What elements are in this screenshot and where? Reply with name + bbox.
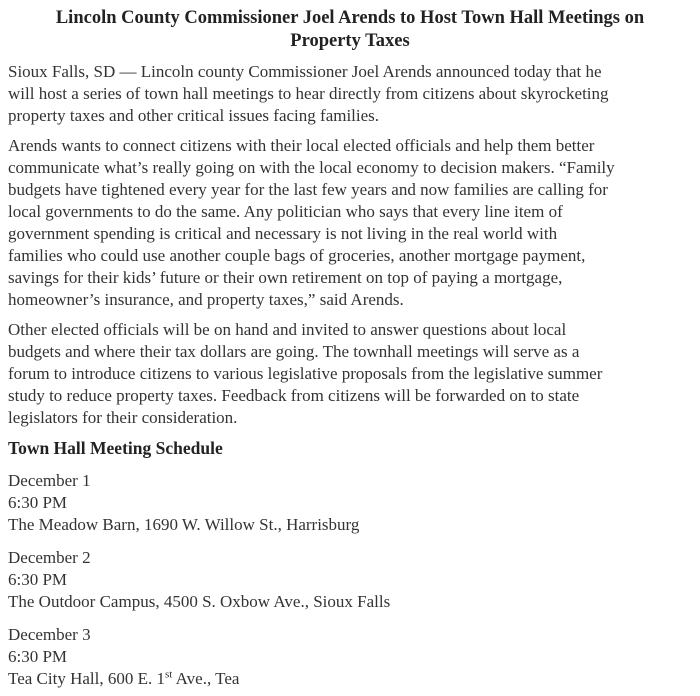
- schedule-venue: The Meadow Barn, 1690 W. Willow St., Harrisburg: [8, 515, 360, 534]
- text-line: will host a series of town hall meetings to hear directly from citizens about skyrocketing: [8, 84, 609, 103]
- venue-text-before-superscript: Tea City Hall, 600 E. 1: [8, 669, 165, 688]
- text-line: budgets and where their tax dollars are going. The townhall meetings will serve as a: [8, 342, 580, 361]
- schedule-venue: The Outdoor Campus, 4500 S. Oxbow Ave., Sioux Falls: [8, 592, 391, 611]
- text-line: Lincoln County Commissioner Joel Arends to Host Town Hall Meetings on: [55, 8, 645, 28]
- schedule-date: December 3: [8, 625, 91, 644]
- schedule-heading: Town Hall Meeting Schedule: [8, 438, 223, 458]
- text-line: government spending is critical and necessary is not living in the real world with: [8, 224, 558, 243]
- schedule-time: 6:30 PM: [8, 493, 68, 512]
- schedule-item-december-1: [8, 470, 692, 536]
- text-line: local governments to do the same. Any politician who says that every line item of: [8, 202, 563, 221]
- schedule-date: December 1: [8, 471, 91, 490]
- schedule-item-december-3: [8, 624, 692, 690]
- schedule-time: 6:30 PM: [8, 647, 68, 666]
- schedule-date: December 2: [8, 548, 91, 567]
- text-line: savings for their kids’ future or their own retirement on top of paying a mortgage,: [8, 268, 563, 287]
- paragraph-quote: [8, 135, 692, 311]
- schedule-item-december-2: [8, 547, 692, 613]
- text-line: homeowner’s insurance, and property taxes,” said Arends.: [8, 290, 404, 309]
- text-line: families who could use another couple bags of groceries, another mortgage payment,: [8, 246, 586, 265]
- text-line: budgets have tightened every year for the last few years and now families are calling for: [8, 180, 608, 199]
- document-title: [8, 7, 692, 53]
- text-line: study to reduce property taxes. Feedback from citizens will be forwarded on to state: [8, 386, 580, 405]
- text-line: communicate what’s really going on with the local economy to decision makers. “Family: [8, 158, 615, 177]
- ordinal-superscript: st: [164, 668, 173, 681]
- text-line: Arends wants to connect citizens with their local elected officials and help them better: [8, 136, 595, 155]
- text-line: property taxes and other critical issues facing families.: [8, 106, 380, 125]
- venue-text-after-superscript: Ave., Tea: [172, 669, 240, 688]
- paragraph-announcement: [8, 61, 692, 127]
- text-line: legislators for their consideration.: [8, 408, 238, 427]
- schedule-venue: [8, 668, 692, 690]
- text-line: Property Taxes: [290, 31, 410, 51]
- text-line: Other elected officials will be on hand and invited to answer questions about local: [8, 320, 567, 339]
- text-line: Sioux Falls, SD — Lincoln county Commissioner Joel Arends announced today that he: [8, 62, 602, 81]
- paragraph-forum-details: [8, 319, 692, 429]
- text-line: forum to introduce citizens to various legislative proposals from the legislative summer: [8, 364, 603, 383]
- schedule-time: 6:30 PM: [8, 570, 68, 589]
